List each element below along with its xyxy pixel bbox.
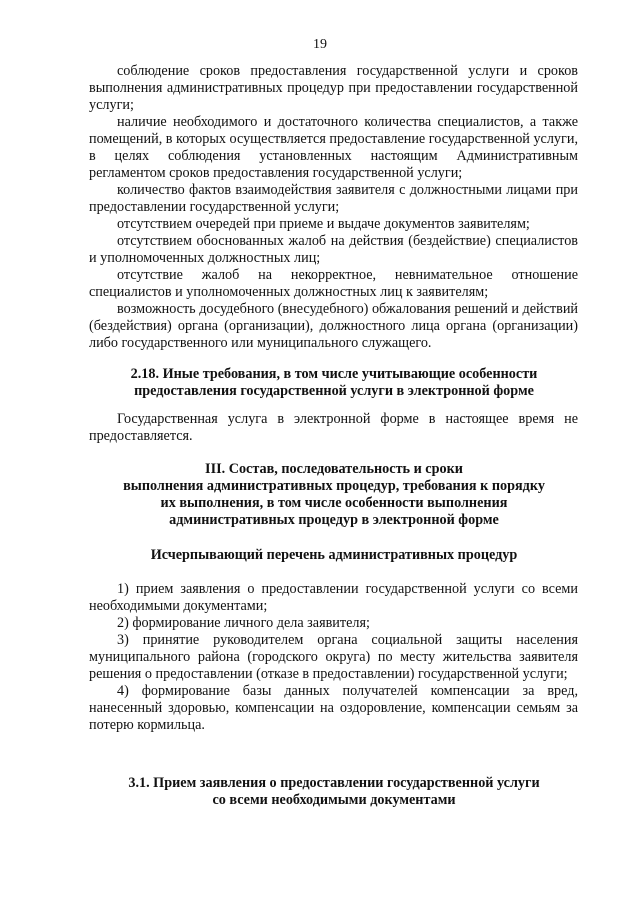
section-2-18-body bbox=[89, 411, 578, 445]
criterion-5: отсутствием обоснованных жалоб на действия (бездействие) специалистов и уполномоченных должностных лиц; bbox=[89, 233, 578, 266]
heading-line: 2.18. Иные требования, в том числе учитывающие особенности bbox=[130, 366, 538, 382]
procedures-list-heading bbox=[60, 547, 608, 564]
heading-line: их выполнения, в том числе особенности выполнения bbox=[160, 495, 508, 511]
procedure-item: 1) прием заявления о предоставлении государственной услуги со всеми необходимыми документами; bbox=[89, 581, 578, 614]
heading-line: III. Состав, последовательность и сроки bbox=[205, 461, 463, 477]
section-heading-2-18 bbox=[60, 366, 608, 400]
chapter-heading-III bbox=[60, 461, 608, 529]
heading-line: выполнения административных процедур, требования к порядку bbox=[123, 478, 545, 494]
page-number: 19 bbox=[313, 37, 327, 52]
criterion-4: отсутствием очередей при приеме и выдаче документов заявителям; bbox=[117, 216, 530, 232]
criterion-7: возможность досудебного (внесудебного) обжалования решений и действий (бездействия) органа (организации), должностного лица органа (организации) либо государственного или муниципального служащего. bbox=[89, 301, 578, 351]
criterion-2: наличие необходимого и достаточного количества специалистов, а также помещений, в которых осуществляется предоставление государственной услуги, в целях соблюдения установленных настоящим Административным регламентом сроков предоставления государственной услуги; bbox=[89, 114, 578, 181]
criterion-3: количество фактов взаимодействия заявителя с должностными лицами при предоставлении государственной услуги; bbox=[89, 182, 578, 215]
procedure-item: 3) принятие руководителем органа социальной защиты населения муниципального района (городского округа) по месту жительства заявителя решения о предоставлении (отказе в предоставлении) государственной услуги; bbox=[89, 632, 578, 682]
procedure-item: 2) формирование личного дела заявителя; bbox=[117, 615, 370, 631]
criterion-1: соблюдение сроков предоставления государственной услуги и сроков выполнения административных процедур при предоставлении государственной услуги; bbox=[89, 63, 578, 113]
heading-line: предоставления государственной услуги в электронной форме bbox=[134, 383, 534, 399]
heading-line: Исчерпывающий перечень административных процедур bbox=[150, 547, 518, 563]
heading-line: административных процедур в электронной форме bbox=[169, 512, 499, 528]
quality-criteria-list bbox=[89, 63, 578, 352]
criterion-6: отсутствие жалоб на некорректное, невнимательное отношение специалистов и уполномоченных должностных лиц к заявителям; bbox=[89, 267, 578, 300]
section-heading-3-1 bbox=[60, 775, 608, 809]
paragraph: Государственная услуга в электронной форме в настоящее время не предоставляется. bbox=[89, 411, 578, 444]
procedure-item: 4) формирование базы данных получателей компенсации за вред, нанесенный здоровью, компенсации на оздоровление, компенсации семьям за потерю кормильца. bbox=[89, 683, 578, 733]
heading-line: 3.1. Прием заявления о предоставлении государственной услуги bbox=[128, 775, 540, 791]
procedures-list bbox=[89, 581, 578, 734]
heading-line: со всеми необходимыми документами bbox=[212, 792, 456, 808]
